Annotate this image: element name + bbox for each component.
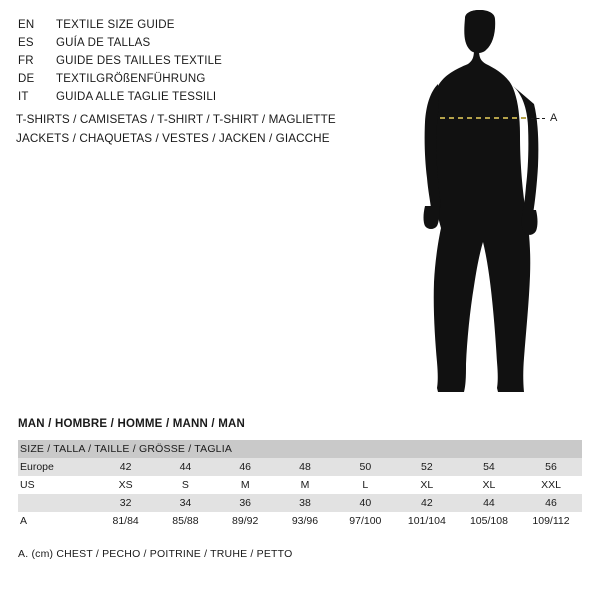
- table-row: [18, 512, 582, 530]
- cell-europe-7: 54: [458, 458, 520, 476]
- cell-a-4: 93/96: [275, 512, 335, 530]
- measurement-footnote: A. (cm) CHEST / PECHO / POITRINE / TRUHE / PETTO: [18, 548, 293, 560]
- row-label-a: A: [18, 512, 96, 530]
- cell-us-5: L: [335, 476, 396, 494]
- cell-us-8: XXL: [520, 476, 582, 494]
- cell-numeric-2: 34: [156, 494, 216, 512]
- cell-us-1: XS: [96, 476, 156, 494]
- cell-numeric-8: 46: [520, 494, 582, 512]
- garment-line-jackets: JACKETS / CHAQUETAS / VESTES / JACKEN / GIACCHE: [16, 132, 330, 145]
- cell-a-5: 97/100: [335, 512, 396, 530]
- cell-a-7: 105/108: [458, 512, 520, 530]
- language-row-es: [18, 34, 348, 52]
- cell-numeric-4: 38: [275, 494, 335, 512]
- body-silhouette-icon: [400, 10, 590, 400]
- cell-us-6: XL: [396, 476, 458, 494]
- cell-europe-8: 56: [520, 458, 582, 476]
- cell-europe-5: 50: [335, 458, 396, 476]
- language-list: [18, 16, 348, 106]
- garment-category-list: [16, 110, 376, 148]
- cell-numeric-1: 32: [96, 494, 156, 512]
- table-header-label: SIZE / TALLA / TAILLE / GRÖSSE / TAGLIA: [18, 440, 582, 458]
- table-group-title: MAN / HOMBRE / HOMME / MANN / MAN: [18, 418, 246, 430]
- language-code-es: ES: [18, 37, 34, 49]
- language-code-en: EN: [18, 19, 35, 31]
- language-text-en: TEXTILE SIZE GUIDE: [56, 19, 175, 31]
- cell-us-3: M: [215, 476, 275, 494]
- cell-europe-6: 52: [396, 458, 458, 476]
- cell-europe-1: 42: [96, 458, 156, 476]
- row-label-us: US: [18, 476, 96, 494]
- language-text-it: GUIDA ALLE TAGLIE TESSILI: [56, 91, 217, 103]
- language-text-fr: GUIDE DES TAILLES TEXTILE: [56, 55, 223, 67]
- table-header-row: [18, 440, 582, 458]
- language-code-de: DE: [18, 73, 35, 85]
- cell-a-2: 85/88: [156, 512, 216, 530]
- garment-line-tshirts: T-SHIRTS / CAMISETAS / T-SHIRT / T-SHIRT / MAGLIETTE: [16, 113, 336, 126]
- table-row: [18, 494, 582, 512]
- language-row-de: [18, 70, 348, 88]
- male-figure-illustration: [400, 10, 590, 400]
- cell-us-7: XL: [458, 476, 520, 494]
- measure-point-label-a: A: [550, 112, 558, 124]
- row-label-numeric: [18, 494, 96, 512]
- cell-a-6: 101/104: [396, 512, 458, 530]
- cell-numeric-7: 44: [458, 494, 520, 512]
- language-text-de: TEXTILGRÖßENFÜHRUNG: [56, 73, 206, 85]
- language-code-fr: FR: [18, 55, 34, 67]
- cell-a-8: 109/112: [520, 512, 582, 530]
- cell-us-2: S: [156, 476, 216, 494]
- language-row-it: [18, 88, 348, 106]
- cell-a-3: 89/92: [215, 512, 275, 530]
- cell-europe-4: 48: [275, 458, 335, 476]
- cell-numeric-6: 42: [396, 494, 458, 512]
- cell-numeric-3: 36: [215, 494, 275, 512]
- table-row: [18, 476, 582, 494]
- language-code-it: IT: [18, 91, 29, 103]
- cell-europe-2: 44: [156, 458, 216, 476]
- language-text-es: GUÍA DE TALLAS: [56, 37, 151, 49]
- cell-europe-3: 46: [215, 458, 275, 476]
- size-table: [18, 440, 582, 530]
- measure-leader-line: [531, 118, 545, 119]
- cell-numeric-5: 40: [335, 494, 396, 512]
- language-row-en: [18, 16, 348, 34]
- cell-a-1: 81/84: [96, 512, 156, 530]
- table-row: [18, 458, 582, 476]
- cell-us-4: M: [275, 476, 335, 494]
- language-row-fr: [18, 52, 348, 70]
- row-label-europe: Europe: [18, 458, 96, 476]
